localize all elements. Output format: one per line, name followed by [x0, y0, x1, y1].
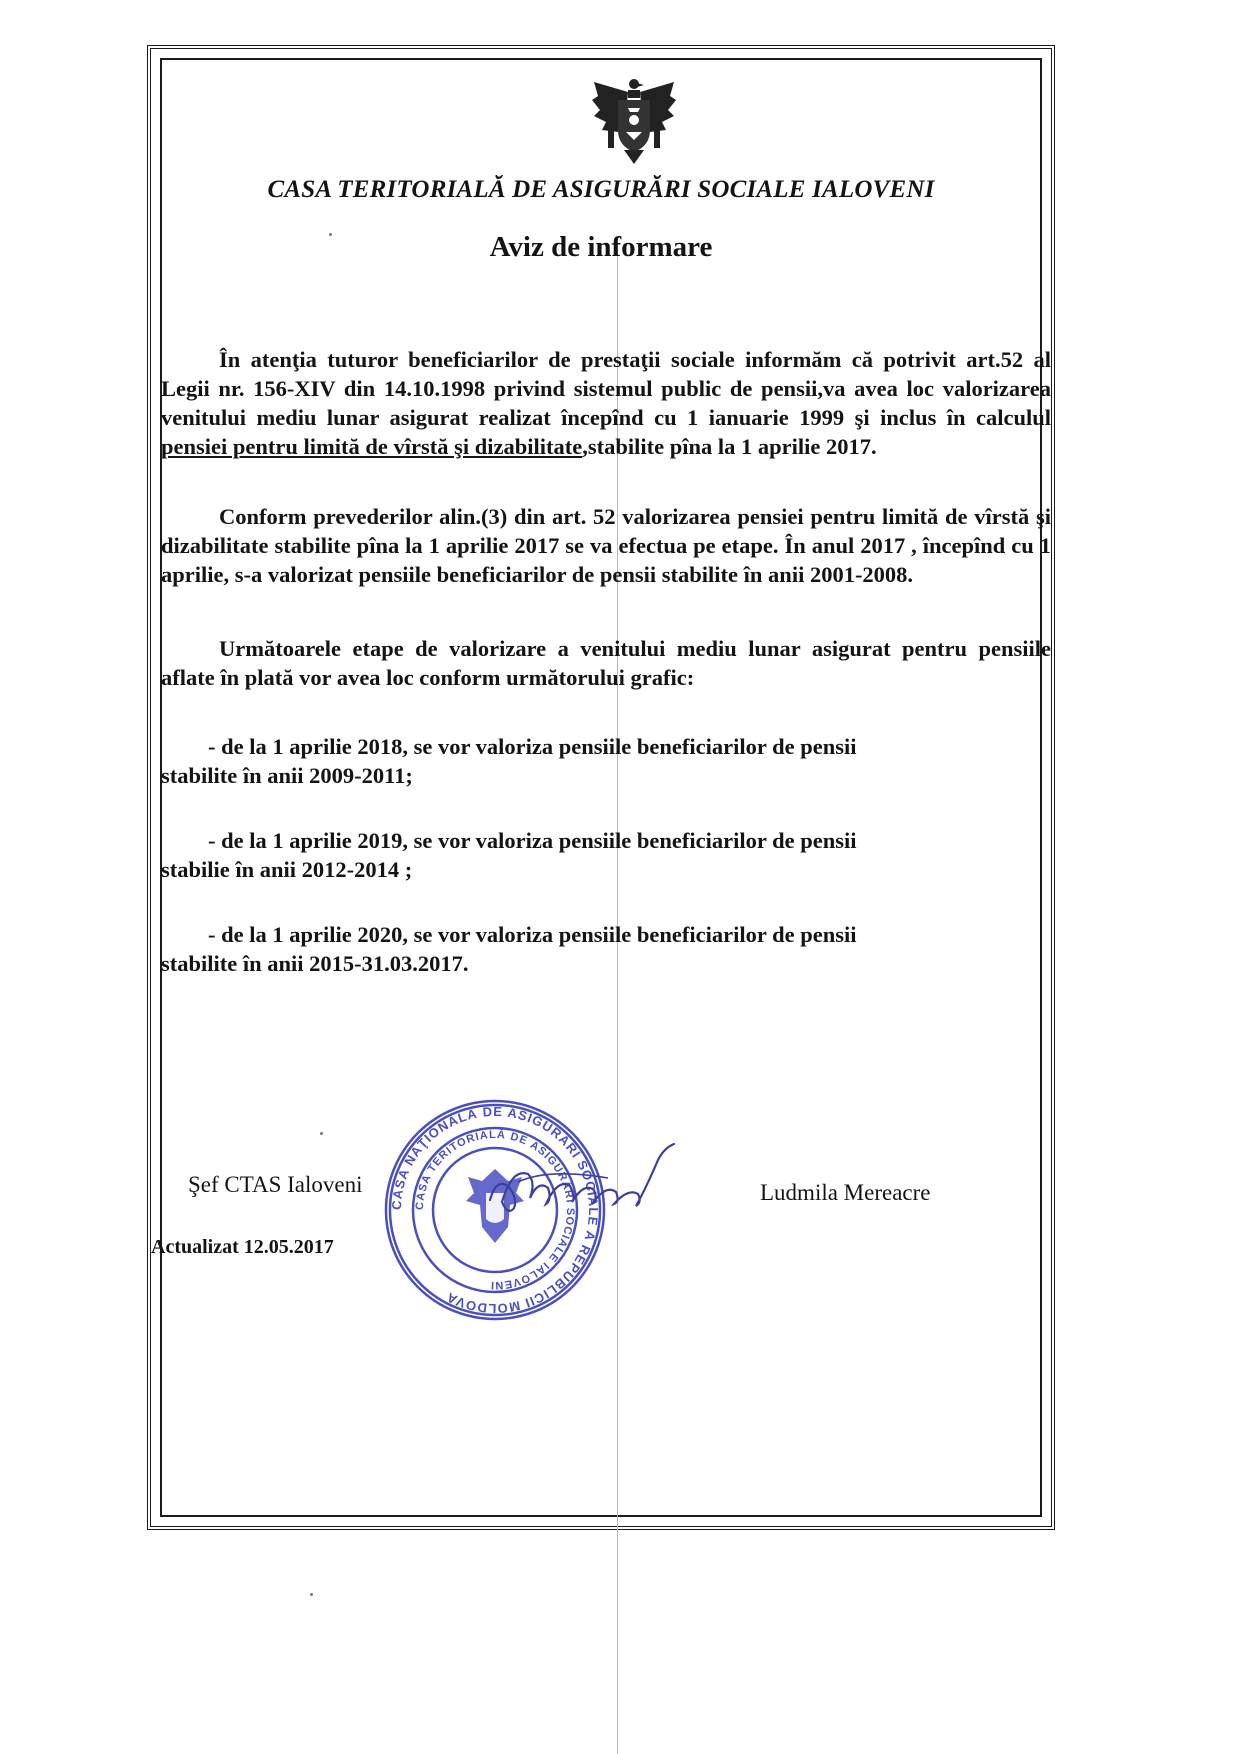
list-item-line-1: - de la 1 aprilie 2019, se vor valoriza pensiile beneficiarilor de pensii: [208, 828, 857, 853]
stamp-outer-text: CASA NAŢIONALĂ DE ASIGURĂRI SOCIALE A REPUBLICII MOLDOVA: [388, 1103, 602, 1317]
list-item-line-2: stabilite în anii 2015-31.03.2017.: [161, 951, 469, 976]
paragraph-1: [161, 345, 1051, 461]
page-title: Aviz de informare: [489, 231, 713, 263]
list-item: [161, 732, 1051, 790]
scan-speck: [329, 233, 332, 236]
stamp-inner-text: CASA TERITORIALĂ DE ASIGURĂRI SOCIALE IALOVENI: [413, 1128, 577, 1292]
list-item-line-2: stabilite în anii 2009-2011;: [161, 763, 413, 788]
list-item: [161, 826, 1051, 884]
list-item-line-2: stabilie în anii 2012-2014 ;: [161, 857, 413, 882]
handwritten-signature-icon: [488, 1138, 678, 1228]
list-item-line-1: - de la 1 aprilie 2018, se vor valoriza pensiile beneficiarilor de pensii: [208, 734, 857, 759]
signatory-name: Ludmila Mereacre: [760, 1180, 931, 1205]
institution-name: CASA TERITORIALĂ DE ASIGURĂRI SOCIALE IALOVENI: [267, 176, 935, 203]
paragraph-2: Conform prevederilor alin.(3) din art. 52 valorizarea pensiei pentru limită de vîrstă şi dizabilitate stabilite pîna la 1 aprilie 2017 se va efectua pe etape. În anul 2017 , începînd cu 1 aprilie, s-a valorizat pensiile beneficiarilor de pensii stabilite în anii 2001-2008.: [161, 504, 1051, 587]
list-item-line-1: - de la 1 aprilie 2020, se vor valoriza pensiile beneficiarilor de pensii: [208, 922, 857, 947]
signatory-title: Şef CTAS Ialoveni: [188, 1172, 363, 1197]
paragraph-3: Următoarele etape de valorizare a venitului mediu lunar asigurat pentru pensiile aflate în plată vor avea loc conform următorului grafic:: [161, 636, 1051, 690]
paragraph-1-text: În atenţia tuturor beneficiarilor de prestaţii sociale informăm că potrivit art.52 al Legii nr. 156-XIV din 14.10.1998 privind sistemul public de pensii,va avea loc valorizarea venitului mediu lunar asigurat realizat începînd cu 1 ianuarie 1999 şi inclus în calculul: [161, 347, 1051, 430]
updated-date: Actualizat 12.05.2017: [151, 1236, 334, 1258]
scan-speck: [310, 1593, 313, 1596]
paragraph-1-end: ,stabilite pîna la 1 aprilie 2017.: [582, 434, 877, 459]
paragraph-1-underlined: pensiei pentru limită de vîrstă şi dizabilitate: [161, 434, 583, 459]
scan-speck: [320, 1132, 323, 1135]
scan-fold-line: [617, 250, 618, 1754]
list-item: [161, 920, 1051, 978]
coat-of-arms-icon: [588, 74, 680, 166]
